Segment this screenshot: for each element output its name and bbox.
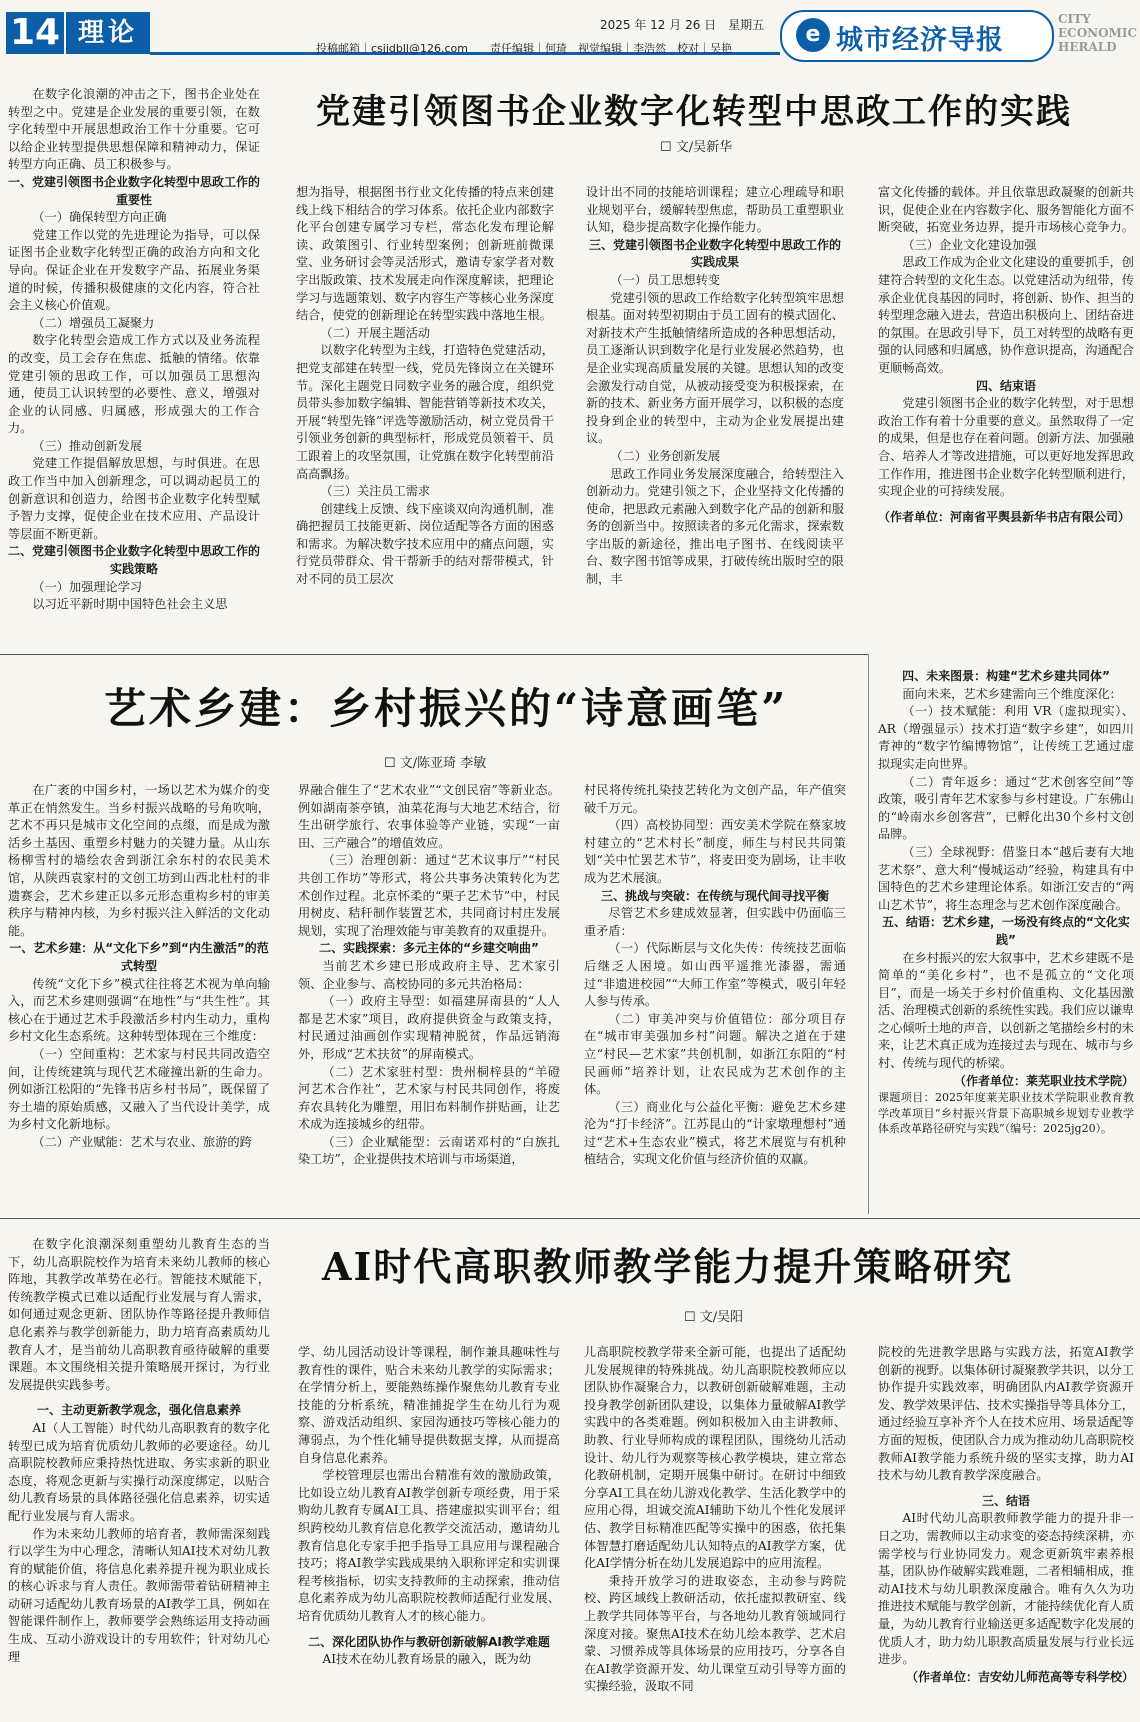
- body-paragraph: （三）关注员工需求: [320, 484, 431, 499]
- body-paragraph: 在广袤的中国乡村，一场以艺术为媒介的变革正在悄然发生。当乡村振兴战略的号角吹响，艺术不再只是城市文化空间的点缀，而是成为激活乡土基因、重塑乡村魅力的关键力量。从山东杨柳雪村的墙绘农舍到浙江余东村的农民美术馆，从陕西袁家村的文创工坊到山西北杜村的非遗赛会，艺术乡建正以多元形态重构乡村的审美秩序与精神内核，为乡村振兴注入鲜活的文化动能。: [8, 783, 270, 938]
- section-heading: 二、深化团队协作与教研创新破解AI教学难题: [308, 1634, 550, 1649]
- body-paragraph: 界融合催生了“艺术农业”“文创民宿”等新业态。例如湖南茶亭镇，油菜花海与大地艺术结合，衍生出研学旅行、农事体验等产业链，实现“一亩田、三产融合”的增值效应。: [298, 783, 560, 850]
- article3-byline: ☐ 文/吴阳: [684, 1310, 744, 1325]
- article1-column-1: [8, 86, 260, 648]
- body-paragraph: 以习近平新时期中国特色社会主义思: [32, 597, 228, 612]
- body-paragraph: （二）增强员工凝聚力: [32, 315, 155, 330]
- article2-column-3: [584, 782, 846, 1202]
- section-heading: 一、艺术乡建：从“文化下乡”到“内生激活”的范式转型: [9, 941, 269, 973]
- article1-title: 党建引领图书企业数字化转型中思政工作的实践: [316, 92, 1072, 132]
- article2-column-4: [878, 668, 1134, 1212]
- body-paragraph: 思政工作成为企业文化建设的重要抓手，创建符合转型的文化生态。以党建活动为纽带，传承企业优良基因的同时，将创新、协作、担当的转型理念融入进去，营造出积极向上、团结奋进的氛围。在思政引导下，员工对转型的战略有更强的认同感和归属感，协作意识提高，沟通配合更顺畅高效。: [878, 255, 1134, 375]
- article1-column-4: [878, 184, 1134, 648]
- section-heading: 一、主动更新教学观念，强化信息素养: [36, 1403, 241, 1418]
- spacer: [878, 501, 1134, 509]
- body-paragraph: （三）企业文化建设加强: [902, 237, 1037, 252]
- section-divider: [0, 654, 868, 655]
- body-paragraph: 党建工作以党的先进理论为指导，可以保证图书企业数字化转型正确的政治方向和文化导向。保证企业在开发数字产品、拓展业务渠道的时候，传播积极健康的文化内容，符合社会主义核心价值观。: [8, 227, 260, 313]
- section-heading: 二、党建引领图书企业数字化转型中思政工作的实践策略: [8, 544, 260, 577]
- body-paragraph: （一）空间重构：艺术家与村民共同改造空间，让传统建筑与现代艺术碰撞出新的生命力。例如浙江松阳的“先锋书店乡村书局”，既保留了夯土墙的原始质感，又融入了当代设计美学，成为乡村文化新地标。: [8, 1046, 270, 1132]
- section-heading: 一、党建引领图书企业数字化转型中思政工作的重要性: [8, 174, 260, 207]
- body-paragraph: 以数字化转型为主线，打造特色党建活动，把党支部建在转型一线，党员先锋岗立在关键环节。深化主题党日同数字业务的融合度，组织党员带头参加数字编辑、智能营销等新技术攻关，开展“转型先锋”评选等激励活动，树立党员骨干引领业务创新的典型标杆，形成党员领着干、员工跟着上的攻坚氛围，让党旗在数字化转型前沿高高飘扬。: [296, 343, 554, 481]
- section-heading: 四、未来图景：构建“艺术乡建共同体”: [902, 669, 1110, 683]
- body-paragraph: 院校的先进教学思路与实践方法，拓宽AI教学创新的视野。以集体研讨凝聚教学共识，以分工协作提升实践效率，明确团队内AI教学资源开发、教学效果评估、技术实操指导等具体分工，通过经验互享补齐个人在技术应用、场景适配等方面的短板，使团队合力成为推动幼儿高职院校教师AI教学能力系统升级的坚实支撑，助力AI技术与幼儿教育教学深度融合。: [878, 1345, 1134, 1483]
- body-paragraph: （一）加强理论学习: [32, 579, 143, 594]
- body-paragraph: （一）员工思想转变: [610, 272, 721, 287]
- body-paragraph: 儿高职院校教学带来全新可能，也提出了适配幼儿发展规律的特殊挑战。幼儿高职院校教师应以团队协作凝聚合力，以教研创新破解难题，主动投身教学创新团队建设，以集体力量破解AI教学实践中的各类难题。例如积极加入由主讲教师、助教、行业导师构成的课程团队，围绕幼儿活动设计、幼儿行为观察等核心教学模块，建立常态化教研机制，定期开展集中研讨。在研讨中细致分享AI工具在幼儿游戏化教学、生活化教学中的应用心得，坦诚交流AI辅助下幼儿个性化发展评估、教学目标精准匹配等实操中的困惑，依托集体智慧打磨适配幼儿认知特点的AI教学方案，优化AI学情分析在幼儿发展追踪中的应用流程。: [584, 1345, 846, 1571]
- body-paragraph: AI技术在幼儿教育场景的融入，既为幼: [322, 1652, 532, 1667]
- body-paragraph: 党建引领图书企业的数字化转型，对于思想政治工作有着十分重要的意义。虽然取得了一定的成果，但是也存在着问题。创新方法、加强融合、培养人才等改进措施，可以更好地发挥思政工作作用，推进图书企业数字化转型顺利进行，实现企业的可持续发展。: [878, 396, 1134, 499]
- body-paragraph: 创建线上反馈、线下座谈双向沟通机制，准确把握员工技能更新、岗位适配等各方面的困惑和需求。为解决数字技术应用中的痛点问题，实行党员带群众、骨干帮新手的结对帮带模式，针对不同的员工层次: [296, 501, 554, 587]
- body-paragraph: 学校管理层也需出台精准有效的激励政策，比如设立幼儿教育AI教学创新专项经费，用于采购幼儿教育专属AI工具、搭建虚拟实训平台；组织跨校幼儿教育信息化教学交流活动，邀请幼儿教育信息化专家手把手指导工具应用与课程融合技巧；将AI教学实践成果纳入职称评定和实训课程考核指标，切实支持教师的主动探索，推动信息化素养成为幼儿高职院校教师适配行业发展、培育优质幼儿教育人才的核心能力。: [298, 1468, 560, 1623]
- body-paragraph: 党建工作提倡解放思想，与时俱进。在思政工作当中加入创新理念，可以调动起员工的创新意识和创造力，给图书企业数字化转型赋予智力支撑，促使企业在技术应用、产品设计等层面不断更新。: [8, 456, 260, 541]
- article3-column-3: [584, 1344, 846, 1720]
- masthead-en-line: CITY: [1058, 12, 1091, 26]
- article3-column-4: [878, 1344, 1134, 1720]
- article2-byline: ☐ 文/陈亚琦 李敏: [384, 756, 487, 771]
- article2-column-2: [298, 782, 560, 1202]
- author-affiliation: （作者单位：河南省平舆县新华书店有限公司）: [878, 509, 1131, 524]
- body-paragraph: （一）政府主导型：如福建屏南县的“人人都是艺术家”项目，政府提供资金与政策支持，村民通过油画创作实现精神脱贫，作品远销海外，形成“艺术扶贫”的屏南模式。: [298, 994, 560, 1061]
- spacer: [878, 1485, 1134, 1493]
- article1-byline: ☐ 文/吴新华: [660, 140, 733, 155]
- section-heading: 四、结束语: [975, 378, 1036, 393]
- body-paragraph: （三）治理创新：通过“艺术议事厅”“村民共创工作坊”等形式，将公共事务决策转化为艺术创作过程。北京怀柔的“栗子艺术节”中，村民用树皮、秸秆制作装置艺术，共同商讨村庄发展规划，实现了治理效能与审美教育的双重提升。: [298, 853, 560, 938]
- body-paragraph: （三）企业赋能型：云南诺邓村的“白族扎染工坊”，企业提供技术培训与市场渠道，: [298, 1134, 560, 1167]
- issue-date: 2025 年 12 月 26 日 星期五: [600, 18, 765, 32]
- body-paragraph: 思政工作同业务发展深度融合，给转型注入创新动力。党建引领之下，企业坚持文化传播的使命，把思政元素融入到数字化产品的创新和服务的创新当中。按照读者的多元化需求，探索数字出版的新途径，推出电子图书、在线阅读平台、数字图书馆等成果，打破传统出版时空的限制，丰: [586, 466, 844, 587]
- body-paragraph: 村民将传统扎染技艺转化为文创产品，年产值突破千万元。: [584, 783, 846, 815]
- body-paragraph: 党建引领的思政工作给数字化转型筑牢思想根基。面对转型初期由于员工固有的模式固化、对新技术产生抵触情绪所造成的各种思想活动，员工逐渐认识到数字化是行业发展必然趋势，也是企业实现高质量发展的关键。思想认知的改变会激发行动自觉，从被动接受变为积极探索，在新的技术、新业务方面开展学习，以积极的态度投身到企业的转型中，主动为企业发展提出建议。: [586, 290, 844, 446]
- body-paragraph: 学、幼儿园活动设计等课程，制作兼具趣味性与教育性的课件，贴合未来幼儿教学的实际需求；在学情分析上，要能熟练操作聚焦幼儿教育专业技能的分析系统，精准捕捉学生在幼儿行为观察、游戏活动组织、家园沟通技巧等核心能力的薄弱点，为个性化辅导提供数据支撑，从而提高自身信息化素养。: [298, 1345, 560, 1465]
- article1-column-3: [586, 184, 844, 648]
- masthead-name: 城市经济导报: [836, 25, 1004, 56]
- body-paragraph: 传统“文化下乡”模式往往将艺术视为单向输入，而艺术乡建则强调“在地性”与“共生性”。其核心在于通过艺术手段激活乡村内生动力，重构乡村文化生态系统。这种转型体现在三个维度：: [8, 976, 270, 1044]
- author-affiliation: （作者单位：莱芜职业技术学院）: [953, 1073, 1134, 1088]
- body-paragraph: （一）技术赋能：利用 VR（虚拟现实）、AR（增强显示）技术打造“数字乡建”，如四川青神的“数字竹编博物馆”，让传统工艺通过虚拟现实走向世界。: [878, 704, 1134, 771]
- masthead-english: [1058, 12, 1137, 54]
- masthead-en-line: HERALD: [1058, 40, 1117, 54]
- body-paragraph: 尽管艺术乡建成效显著，但实践中仍面临三重矛盾：: [584, 906, 846, 938]
- body-paragraph: （三）全球视野：借鉴日本“越后妻有大地艺术祭”、意大利“慢城运动”经验，构建具有中国特色的艺术乡建理论体系。如浙江安吉的“两山艺术节”，将生态理念与艺术创作深度融合。: [878, 844, 1134, 912]
- body-paragraph: （二）艺术家驻村型：贵州桐梓县的“羊磴河艺术合作社”，艺术家与村民共同创作，将废弃农具转化为雕塑，用旧布料制作拼贴画，让艺术成为连接城乡的纽带。: [298, 1064, 560, 1132]
- article1-column-2: [296, 184, 554, 648]
- article2-title: 艺术乡建：乡村振兴的“诗意画笔”: [104, 684, 789, 733]
- article3-column-2: [298, 1344, 560, 1720]
- column-divider: [868, 654, 869, 1214]
- spacer: [298, 1626, 560, 1634]
- body-paragraph: AI（人工智能）时代幼儿高职教育的数字化转型已成为培育优质幼儿教师的必要途径。幼儿高职院校教师应秉持热忱进取、务实求新的职业态度，将观念更新与实操行动深度绑定，以贴合幼儿教育场景的具体路径强化信息素养，切实适配行业发展与育人需求。: [8, 1420, 270, 1523]
- body-paragraph: （一）代际断层与文化失传：传统技艺面临后继乏人困境。如山西平遥推光漆器，需通过“非遗进校园”“大师工作室”等模式，吸引年轻人参与传承。: [584, 941, 846, 1009]
- masthead-en-line: ECONOMIC: [1058, 26, 1138, 40]
- body-paragraph: （二）审美冲突与价值错位：部分项目存在“城市审美强加乡村”问题。解决之道在于建立“村民—艺术家”共创机制，如浙江东阳的“村民画师”培养计划，让农民成为艺术创作的主体。: [584, 1011, 846, 1097]
- section-heading: 三、党建引领图书企业数字化转型中思政工作的实践成果: [588, 237, 841, 270]
- project-note: 课题项目：2025年度莱芜职业技术学院职业教育教学改革项目“乡村振兴背景下高职城乡规划专业教学体系改革路径研究与实践”（编号：2025jg20）。: [878, 1091, 1134, 1136]
- masthead-logo-icon: e: [796, 18, 830, 52]
- body-paragraph: 设计出不同的技能培训课程；建立心理疏导和职业规划平台，缓解转型焦虑，帮助员工重塑职业认知，稳步提高数字化操作能力。: [586, 185, 844, 235]
- body-paragraph: 在数字化浪潮的冲击之下，图书企业处在转型之中。党建是企业发展的重要引领，在数字化转型中开展思想政治工作十分重要。它可以给企业转型提供思想保障和精神动力，保证转型方向正确、员工积极参与。: [8, 87, 260, 172]
- body-paragraph: （四）高校协同型：西安美术学院在蔡家坡村建立的“艺术村长”制度，师生与村民共同策划“关中忙罢艺术节”，将麦田变为剧场，让丰收成为艺术展演。: [584, 818, 846, 885]
- body-paragraph: （二）业务创新发展: [610, 448, 721, 463]
- spacer: [8, 1394, 270, 1402]
- section-heading: 三、结语: [981, 1493, 1030, 1508]
- body-paragraph: 数字化转型会造成工作方式以及业务流程的改变，员工会存在焦虑、抵触的情绪。依靠党建引领的思政工作，可以加强员工思想沟通，使员工认识转型的必要性、意义，增强对企业的认同感、归属感，形成强大的工作合力。: [8, 333, 260, 436]
- body-paragraph: AI时代幼儿高职教师教学能力的提升非一日之功，需教师以主动求变的姿态持续深耕，亦需学校与行业协同发力。观念更新筑牢素养根基，团队协作破解实践难题，二者相辅相成，推动AI技术与幼儿职教深度融合。唯有久久为功推进技术赋能与教学创新，才能持续优化育人质量，为幼儿教育行业输送更多适配数字化发展的优质人才，助力幼儿职教高质量发展与行业长远进步。: [878, 1511, 1134, 1667]
- section-label: 理论: [66, 12, 150, 54]
- article3-column-1: [8, 1236, 270, 1720]
- section-heading: 三、挑战与突破：在传统与现代间寻找平衡: [600, 888, 829, 903]
- article2-column-1: [8, 782, 270, 1202]
- body-paragraph: 富文化传播的载体。并且依靠思政凝聚的创新共识，促使企业在内容数字化、服务智能化方面不断突破，拓宽业务边界，提升市场核心竞争力。: [878, 185, 1134, 235]
- author-affiliation: （作者单位：吉安幼儿师范高等专科学校）: [905, 1669, 1134, 1684]
- section-heading: 五、结语：艺术乡建，一场没有终点的“文化实践”: [882, 915, 1130, 947]
- page-number: 14: [6, 12, 64, 54]
- body-paragraph: （二）开展主题活动: [320, 325, 431, 340]
- body-paragraph: 作为未来幼儿教师的培育者，教师需深刻践行以学生为中心理念，清晰认知AI技术对幼儿教育的赋能价值，将信息化素养提升视为职业成长的核心诉求与育人责任。教师需带着钻研精神主动研习适配幼儿教育场景的AI教学工具，例如在智能课件制作上，教师要学会熟练运用支持动画生成、互动小游戏设计的专用软件；针对幼儿心理: [8, 1526, 270, 1664]
- section-divider: [0, 1218, 1140, 1219]
- body-paragraph: （一）确保转型方向正确: [32, 210, 167, 225]
- body-paragraph: 当前艺术乡建已形成政府主导、艺术家引领、企业参与、高校协同的多元共治格局：: [298, 958, 560, 991]
- editor-credits: 投稿邮箱｜csjjdbll@126.com 责任编辑｜何琦 视觉编辑｜李浩然 校对｜吴艳: [316, 42, 732, 55]
- section-heading: 二、实践探索：多元主体的“乡建交响曲”: [319, 941, 539, 956]
- body-paragraph: （三）推动创新发展: [32, 438, 143, 453]
- body-paragraph: （二）青年返乡：通过“艺术创客空间”等政策，吸引青年艺术家参与乡村建设。广东佛山的“岭南水乡创客营”，已孵化出30个乡村文创品牌。: [878, 774, 1134, 842]
- article3-title: AI时代高职教师教学能力提升策略研究: [322, 1244, 1014, 1289]
- body-paragraph: 在数字化浪潮深刻重塑幼儿教育生态的当下，幼儿高职院校作为培育未来幼儿教师的核心阵地，其教学改革势在必行。智能技术赋能下，传统教学模式已难以适配行业发展与育人需求，如何通过观念更新、团队协作等路径提升教师信息化素养与教学创新能力，助力培育高素质幼儿教育人才，是当前幼儿高职教育亟待破解的重要课题。本文围绕相关提升策略展开探讨，为行业发展提供实践参考。: [8, 1237, 270, 1392]
- body-paragraph: 秉持开放学习的进取姿态，主动参与跨院校、跨区域线上教研活动，依托虚拟教研室、线上教学共同体等平台，与各地幼儿教育领域同行深度对接。聚焦AI技术在幼儿绘本教学、艺术启蒙、习惯养成等具体场景的应用技巧，分享各自在AI教学资源开发、幼儿课堂互动引导等方面的实操经验，汲取不同: [584, 1573, 846, 1694]
- body-paragraph: 面向未来，艺术乡建需向三个维度深化：: [902, 686, 1122, 701]
- body-paragraph: 想为指导，根据图书行业文化传播的特点来创建线上线下相结合的学习体系。依托企业内部数字化平台创建专属学习专栏，常态化发布理论解读、政策图引、行业转型案例；创新班前微课堂、业务研讨会等灵活形式，邀请专家学者对数字出版政策、技术发展走向作深度解读，把理论学习与选题策划、数字内容生产等核心业务深度结合，使党的创新理论在转型实践中落地生根。: [296, 185, 554, 323]
- body-paragraph: （二）产业赋能：艺术与农业、旅游的跨: [32, 1134, 252, 1149]
- body-paragraph: 在乡村振兴的宏大叙事中，艺术乡建既不是简单的“美化乡村”，也不是孤立的“文化项目”，而是一场关于乡村价值重构、文化基因激活、治理模式创新的系统性实践。我们应以谦卑之心倾听土地的声音，以创新之笔描绘乡村的未来，让艺术真正成为连接过去与现在、城市与乡村、传统与现代的桥梁。: [878, 950, 1134, 1071]
- body-paragraph: （三）商业化与公益化平衡：避免艺术乡建沦为“打卡经济”。江苏昆山的“计家墩理想村”通过“艺术+生态农业”模式，将艺术展览与有机种植结合，实现文化价值与经济价值的双赢。: [584, 1099, 846, 1167]
